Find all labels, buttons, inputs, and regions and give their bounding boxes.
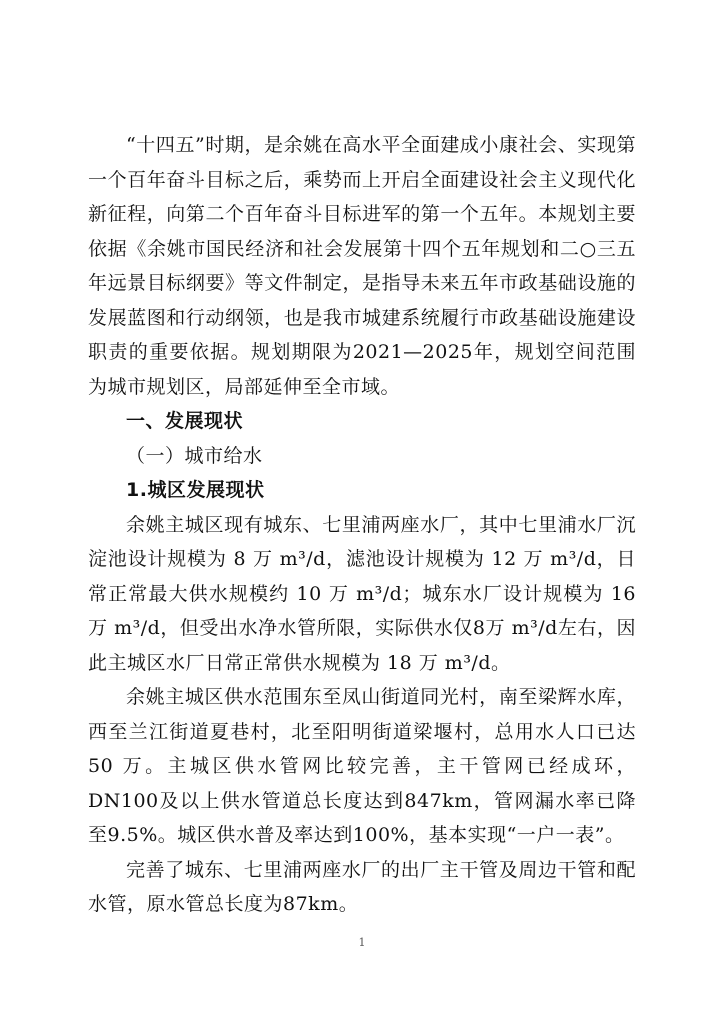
- paragraph-supply-range: 余姚主城区供水范围东至凤山街道同光村，南至梁辉水库，西至兰江街道夏巷村，北至阳明街道梁堰村，总用水人口已达 50 万。主城区供水管网比较完善，主干管网已经成环，DN100及以上供水管道总长度达到847km，管网漏水率已降至9.5%。城区供水普及率达到100%，基本实现“一户一表”。: [88, 686, 636, 846]
- subsection-heading-water-supply: （一）城市给水: [126, 444, 263, 467]
- intro-paragraph: “十四五”时期，是余姚在高水平全面建成小康社会、实现第一个百年奋斗目标之后，乘势而上开启全面建设社会主义现代化新征程，向第二个百年奋斗目标进军的第一个五年。本规划主要依据《余姚市国民经济和社会发展第十四个五年规划和二○三五年远景目标纲要》等文件制定，是指导未来五年市政基础设施的发展蓝图和行动纲领，也是我市城建系统履行市政基础设施建设职责的重要依据。规划期限为2021—2025年，规划空间范围为城市规划区，局部延伸至全市域。: [88, 134, 636, 398]
- paragraph-mains: 完善了城东、七里浦两座水厂的出厂主干管及周边干管和配水管，原水管总长度为87km。: [88, 858, 636, 915]
- page-number: 1: [358, 936, 366, 949]
- paragraph-water-plants: 余姚主城区现有城东、七里浦两座水厂，其中七里浦水厂沉淀池设计规模为 8 万 m³/d，滤池设计规模为 12 万 m³/d，日常正常最大供水规模约 10 万 m³/d；城东水厂设计规模为 16 万 m³/d，但受出水净水管所限，实际供水仅8万 m³/d左右，因此主城区水厂日常正常供水规模为 18 万 m³/d。: [88, 513, 636, 674]
- subsubsection-heading-urban-status: 1.城区发展现状: [126, 479, 265, 501]
- section-heading-development-status: 一、发展现状: [126, 410, 244, 432]
- document-body: [88, 128, 636, 922]
